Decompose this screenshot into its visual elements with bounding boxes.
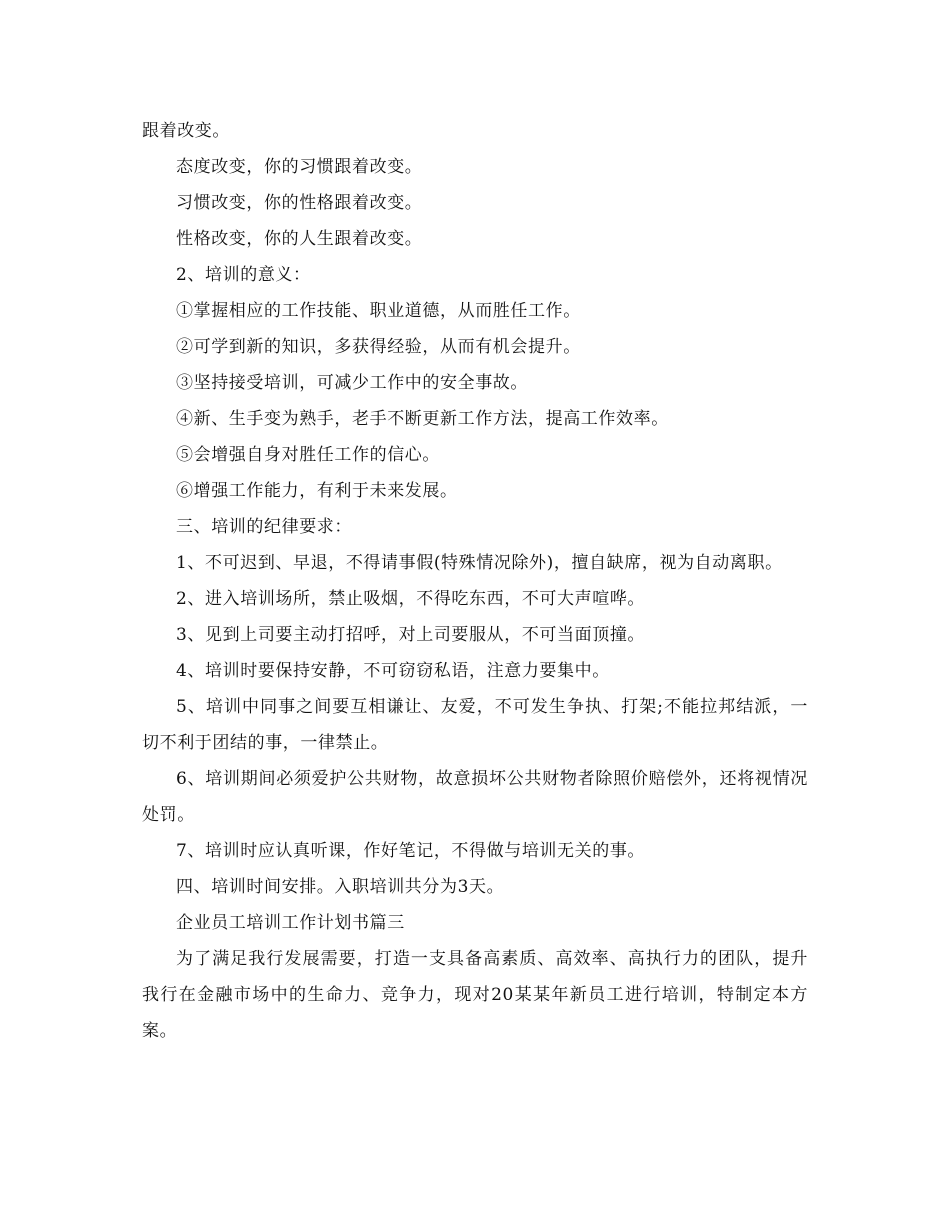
list-item-discipline-1: 1、不可迟到、早退，不得请事假(特殊情况除外)，擅自缺席，视为自动离职。 xyxy=(176,553,783,573)
paragraph-habit-change: 习惯改变，你的性格跟着改变。 xyxy=(176,193,423,213)
heading-training-schedule: 四、培训时间安排。入职培训共分为3天。 xyxy=(176,877,505,897)
list-item-significance-5: ⑤会增强自身对胜任工作的信心。 xyxy=(176,445,440,465)
heading-training-significance: 2、培训的意义： xyxy=(176,265,311,285)
list-item-discipline-4: 4、培训时要保持安静，不可窃窃私语，注意力要集中。 xyxy=(176,661,610,681)
paragraph-attitude-change: 态度改变，你的习惯跟着改变。 xyxy=(176,157,423,177)
list-item-discipline-7: 7、培训时应认真听课，作好笔记，不得做与培训无关的事。 xyxy=(176,841,646,861)
list-item-discipline-6: 6、培训期间必须爱护公共财物，故意损坏公共财物者除照价赔偿外，还将视情况处罚。 xyxy=(142,769,808,825)
list-item-significance-1: ①掌握相应的工作技能、职业道德，从而胜任工作。 xyxy=(176,301,581,321)
list-item-discipline-3: 3、见到上司要主动打招呼，对上司要服从，不可当面顶撞。 xyxy=(176,625,646,645)
paragraph-continuation: 跟着改变。 xyxy=(142,121,230,141)
list-item-significance-6: ⑥增强工作能力，有利于未来发展。 xyxy=(176,481,458,501)
list-item-significance-4: ④新、生手变为熟手，老手不断更新工作方法，提高工作效率。 xyxy=(176,409,669,429)
list-item-significance-2: ②可学到新的知识，多获得经验，从而有机会提升。 xyxy=(176,337,581,357)
section-title-plan-part-three: 企业员工培训工作计划书篇三 xyxy=(176,913,405,933)
document-body xyxy=(142,113,808,1049)
heading-discipline-requirements: 三、培训的纪律要求： xyxy=(176,517,352,537)
paragraph-plan-introduction: 为了满足我行发展需要，打造一支具备高素质、高效率、高执行力的团队，提升我行在金融市场中的生命力、竞争力，现对20某某年新员工进行培训，特制定本方案。 xyxy=(142,949,808,1041)
paragraph-character-change: 性格改变，你的人生跟着改变。 xyxy=(176,229,423,249)
list-item-discipline-2: 2、进入培训场所，禁止吸烟，不得吃东西，不可大声喧哗。 xyxy=(176,589,646,609)
list-item-significance-3: ③坚持接受培训，可减少工作中的安全事故。 xyxy=(176,373,528,393)
list-item-discipline-5: 5、培训中同事之间要互相谦让、友爱，不可发生争执、打架;不能拉邦结派，一切不利于团结的事，一律禁止。 xyxy=(142,697,808,753)
